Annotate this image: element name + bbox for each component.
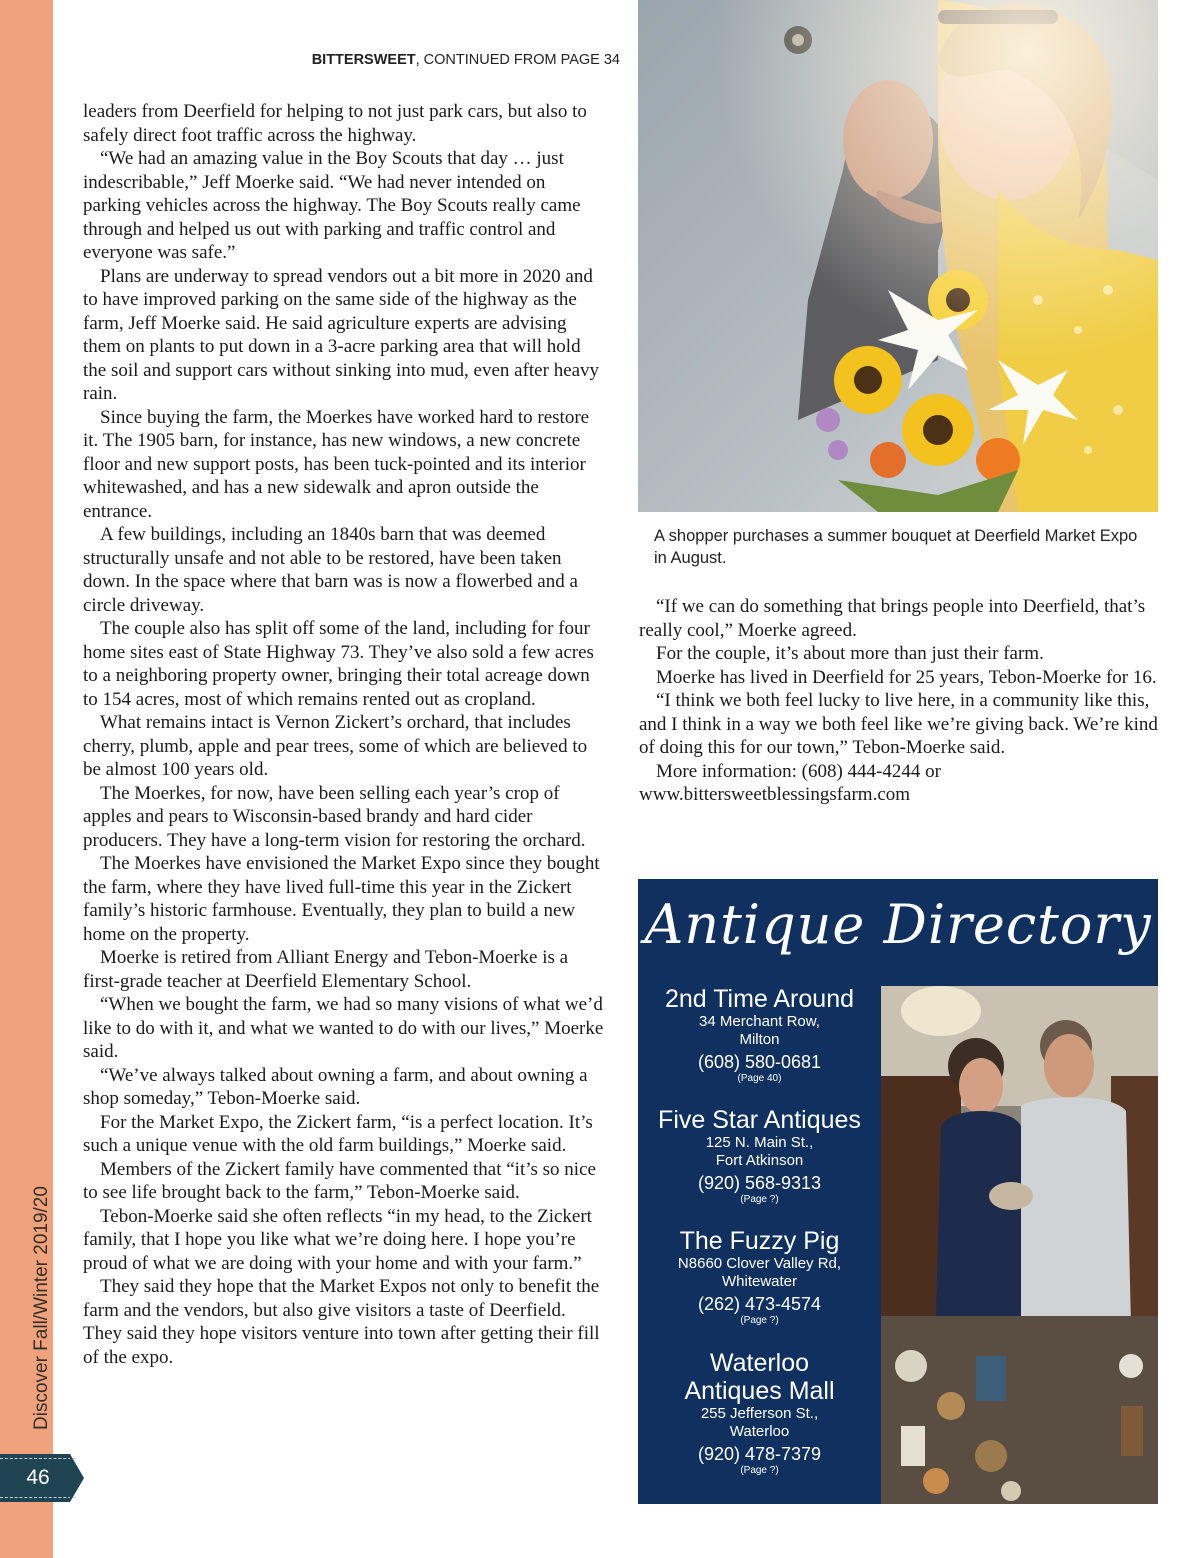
store-address: 34 Merchant Row, bbox=[699, 1013, 820, 1030]
antique-shoppers-illustration bbox=[881, 986, 1158, 1504]
paragraph: For the Market Expo, the Zickert farm, “is a perfect location. It’s such a unique venue with the old farm buildings,” Moerke said. bbox=[83, 1111, 593, 1156]
paragraph: Moerke is retired from Alliant Energy and Tebon-Moerke is a first-grade teacher at Deerfield Elementary School. bbox=[83, 947, 569, 992]
paragraph: For the couple, it’s about more than just their farm. bbox=[656, 643, 1044, 664]
kicker-bold: BITTERSWEET bbox=[311, 52, 416, 68]
store-name: 2nd Time Around bbox=[664, 985, 854, 1013]
paragraph: “We had an amazing value in the Boy Scouts that day … just indescribable,” Jeff Moerke said. “We had never intended on parking vehicles across the highway. The Boy Scouts really came through and helped us out with parking and traffic control and everyone was safe.” bbox=[83, 148, 581, 263]
paragraph: Since buying the farm, the Moerkes have worked hard to restore it. The 1905 barn, for instance, has new windows, a new concrete floor and new support posts, has been tuck-pointed and its interior whitewashed, and has a new sidewalk and apron outside the entrance. bbox=[83, 406, 590, 522]
paragraph: What remains intact is Vernon Zickert’s orchard, that includes cherry, plumb, apple and pear trees, some of which are believed to be almost 100 years old. bbox=[83, 712, 588, 780]
store-city: Waterloo bbox=[729, 1423, 790, 1440]
store-listing bbox=[638, 1106, 881, 1206]
store-name: Five Star Antiques bbox=[658, 1106, 861, 1134]
paragraph: More information: (608) 444-4244 or www.bittersweetblessingsfarm.com bbox=[639, 760, 941, 805]
article-left-column bbox=[83, 100, 605, 1369]
paragraph: The Moerkes, for now, have been selling each year’s crop of apples and pears to Wisconsin-based brandy and hard cider producers. They have a long-term vision for restoring the orchard. bbox=[83, 782, 586, 851]
store-page-ref: (Page ?) bbox=[740, 1194, 779, 1205]
store-address: 255 Jefferson St., bbox=[700, 1405, 819, 1422]
paragraph: “If we can do something that brings people into Deerfield, that’s really cool,” Moerke agreed. bbox=[639, 596, 1146, 641]
paragraph: Tebon-Moerke said she often reflects “in my head, to the Zickert family, that I hope you like what we’re doing here. I hope you’re proud of what we are doing with your home and with your farm.” bbox=[83, 1205, 592, 1274]
store-phone: (262) 473-4574 bbox=[697, 1294, 822, 1314]
paragraph: Moerke has lived in Deerfield for 25 years, Tebon-Moerke for 16. bbox=[656, 666, 1157, 688]
page-number: 46 bbox=[26, 1466, 50, 1489]
continued-kicker bbox=[312, 52, 620, 68]
paragraph: They said they hope that the Market Expos not only to benefit the farm and the vendors, but also give visitors a taste of Deerfield. They said they hope visitors venture into town after getting their fill of the expo. bbox=[83, 1276, 600, 1368]
store-phone: (920) 478-7379 bbox=[697, 1444, 822, 1464]
antique-shoppers-photo bbox=[881, 986, 1158, 1504]
paragraph: leaders from Deerfield for helping to not just park cars, but also to safely direct foot traffic across the highway. bbox=[83, 101, 587, 146]
article-right-column bbox=[639, 595, 1161, 807]
store-page-ref: (Page ?) bbox=[740, 1315, 779, 1326]
store-name-line2: Antiques Mall bbox=[684, 1377, 835, 1405]
store-listing bbox=[638, 1227, 881, 1327]
photo-caption: A shopper purchases a summer bouquet at Deerfield Market Expo in August. bbox=[654, 527, 1138, 567]
publication-label: Discover Fall/Winter 2019/20 bbox=[31, 1186, 52, 1430]
paragraph: A few buildings, including an 1840s barn that was deemed structurally unsafe and not able to be restored, have been taken down. In the space where that barn was is now a flowerbed and a circle driveway. bbox=[83, 524, 578, 616]
ad-title: Antique Directory bbox=[644, 893, 1152, 956]
bouquet-photo bbox=[638, 0, 1158, 512]
store-name-line1: Waterloo bbox=[709, 1349, 810, 1377]
store-page-ref: (Page ?) bbox=[740, 1465, 779, 1476]
store-listing bbox=[638, 1349, 881, 1477]
bouquet-photo-illustration bbox=[638, 0, 1158, 512]
paragraph: “We’ve always talked about owning a farm, and about owning a shop someday,” Tebon-Moerke said. bbox=[83, 1064, 588, 1109]
paragraph: “I think we both feel lucky to live here, in a community like this, and I think in a way we both feel like we’re giving back. We’re kind of doing this for our town,” Tebon-Moerke said. bbox=[639, 690, 1158, 758]
store-city: Milton bbox=[739, 1031, 780, 1048]
paragraph: Members of the Zickert family have commented that “it’s so nice to see life brought back to the farm,” Tebon-Moerke said. bbox=[83, 1158, 596, 1203]
paragraph: “When we bought the farm, we had so many visions of what we’d like to do with it, and what we wanted to do with our lives,” Moerke said. bbox=[83, 994, 604, 1062]
store-phone: (920) 568-9313 bbox=[697, 1173, 822, 1193]
store-phone: (608) 580-0681 bbox=[697, 1052, 822, 1072]
store-name: The Fuzzy Pig bbox=[679, 1227, 840, 1255]
store-page-ref: (Page 40) bbox=[737, 1073, 782, 1084]
store-city: Fort Atkinson bbox=[715, 1152, 804, 1169]
paragraph: The couple also has split off some of the land, including for four home sites east of State Highway 73. They’ve also sold a few acres to a neighboring property owner, bringing their total acreage down to 154 acres, most of which remains rented out as cropland. bbox=[83, 618, 594, 710]
store-listing bbox=[638, 985, 881, 1085]
antique-directory-ad bbox=[638, 879, 1158, 1504]
store-city: Whitewater bbox=[721, 1273, 798, 1290]
paragraph: Plans are underway to spread vendors out a bit more in 2020 and to have improved parking on the same side of the highway as the farm, Jeff Moerke said. He said agriculture experts are advising them on plants to put down in a 3-acre parking area that will hold the soil and support cars without sinking into mud, even after heavy rain. bbox=[83, 265, 600, 404]
kicker-rest: , CONTINUED FROM PAGE 34 bbox=[415, 52, 620, 68]
store-address: N8660 Clover Valley Rd, bbox=[677, 1255, 842, 1272]
paragraph: The Moerkes have envisioned the Market Expo since they bought the farm, where they have lived full-time this year in the Zickert family’s historic farmhouse. Eventually, they plan to build a new home on the property. bbox=[83, 853, 600, 945]
page-number-tab bbox=[0, 1454, 70, 1502]
store-address: 125 N. Main St., bbox=[705, 1134, 814, 1151]
page-sidebar bbox=[0, 0, 53, 1558]
